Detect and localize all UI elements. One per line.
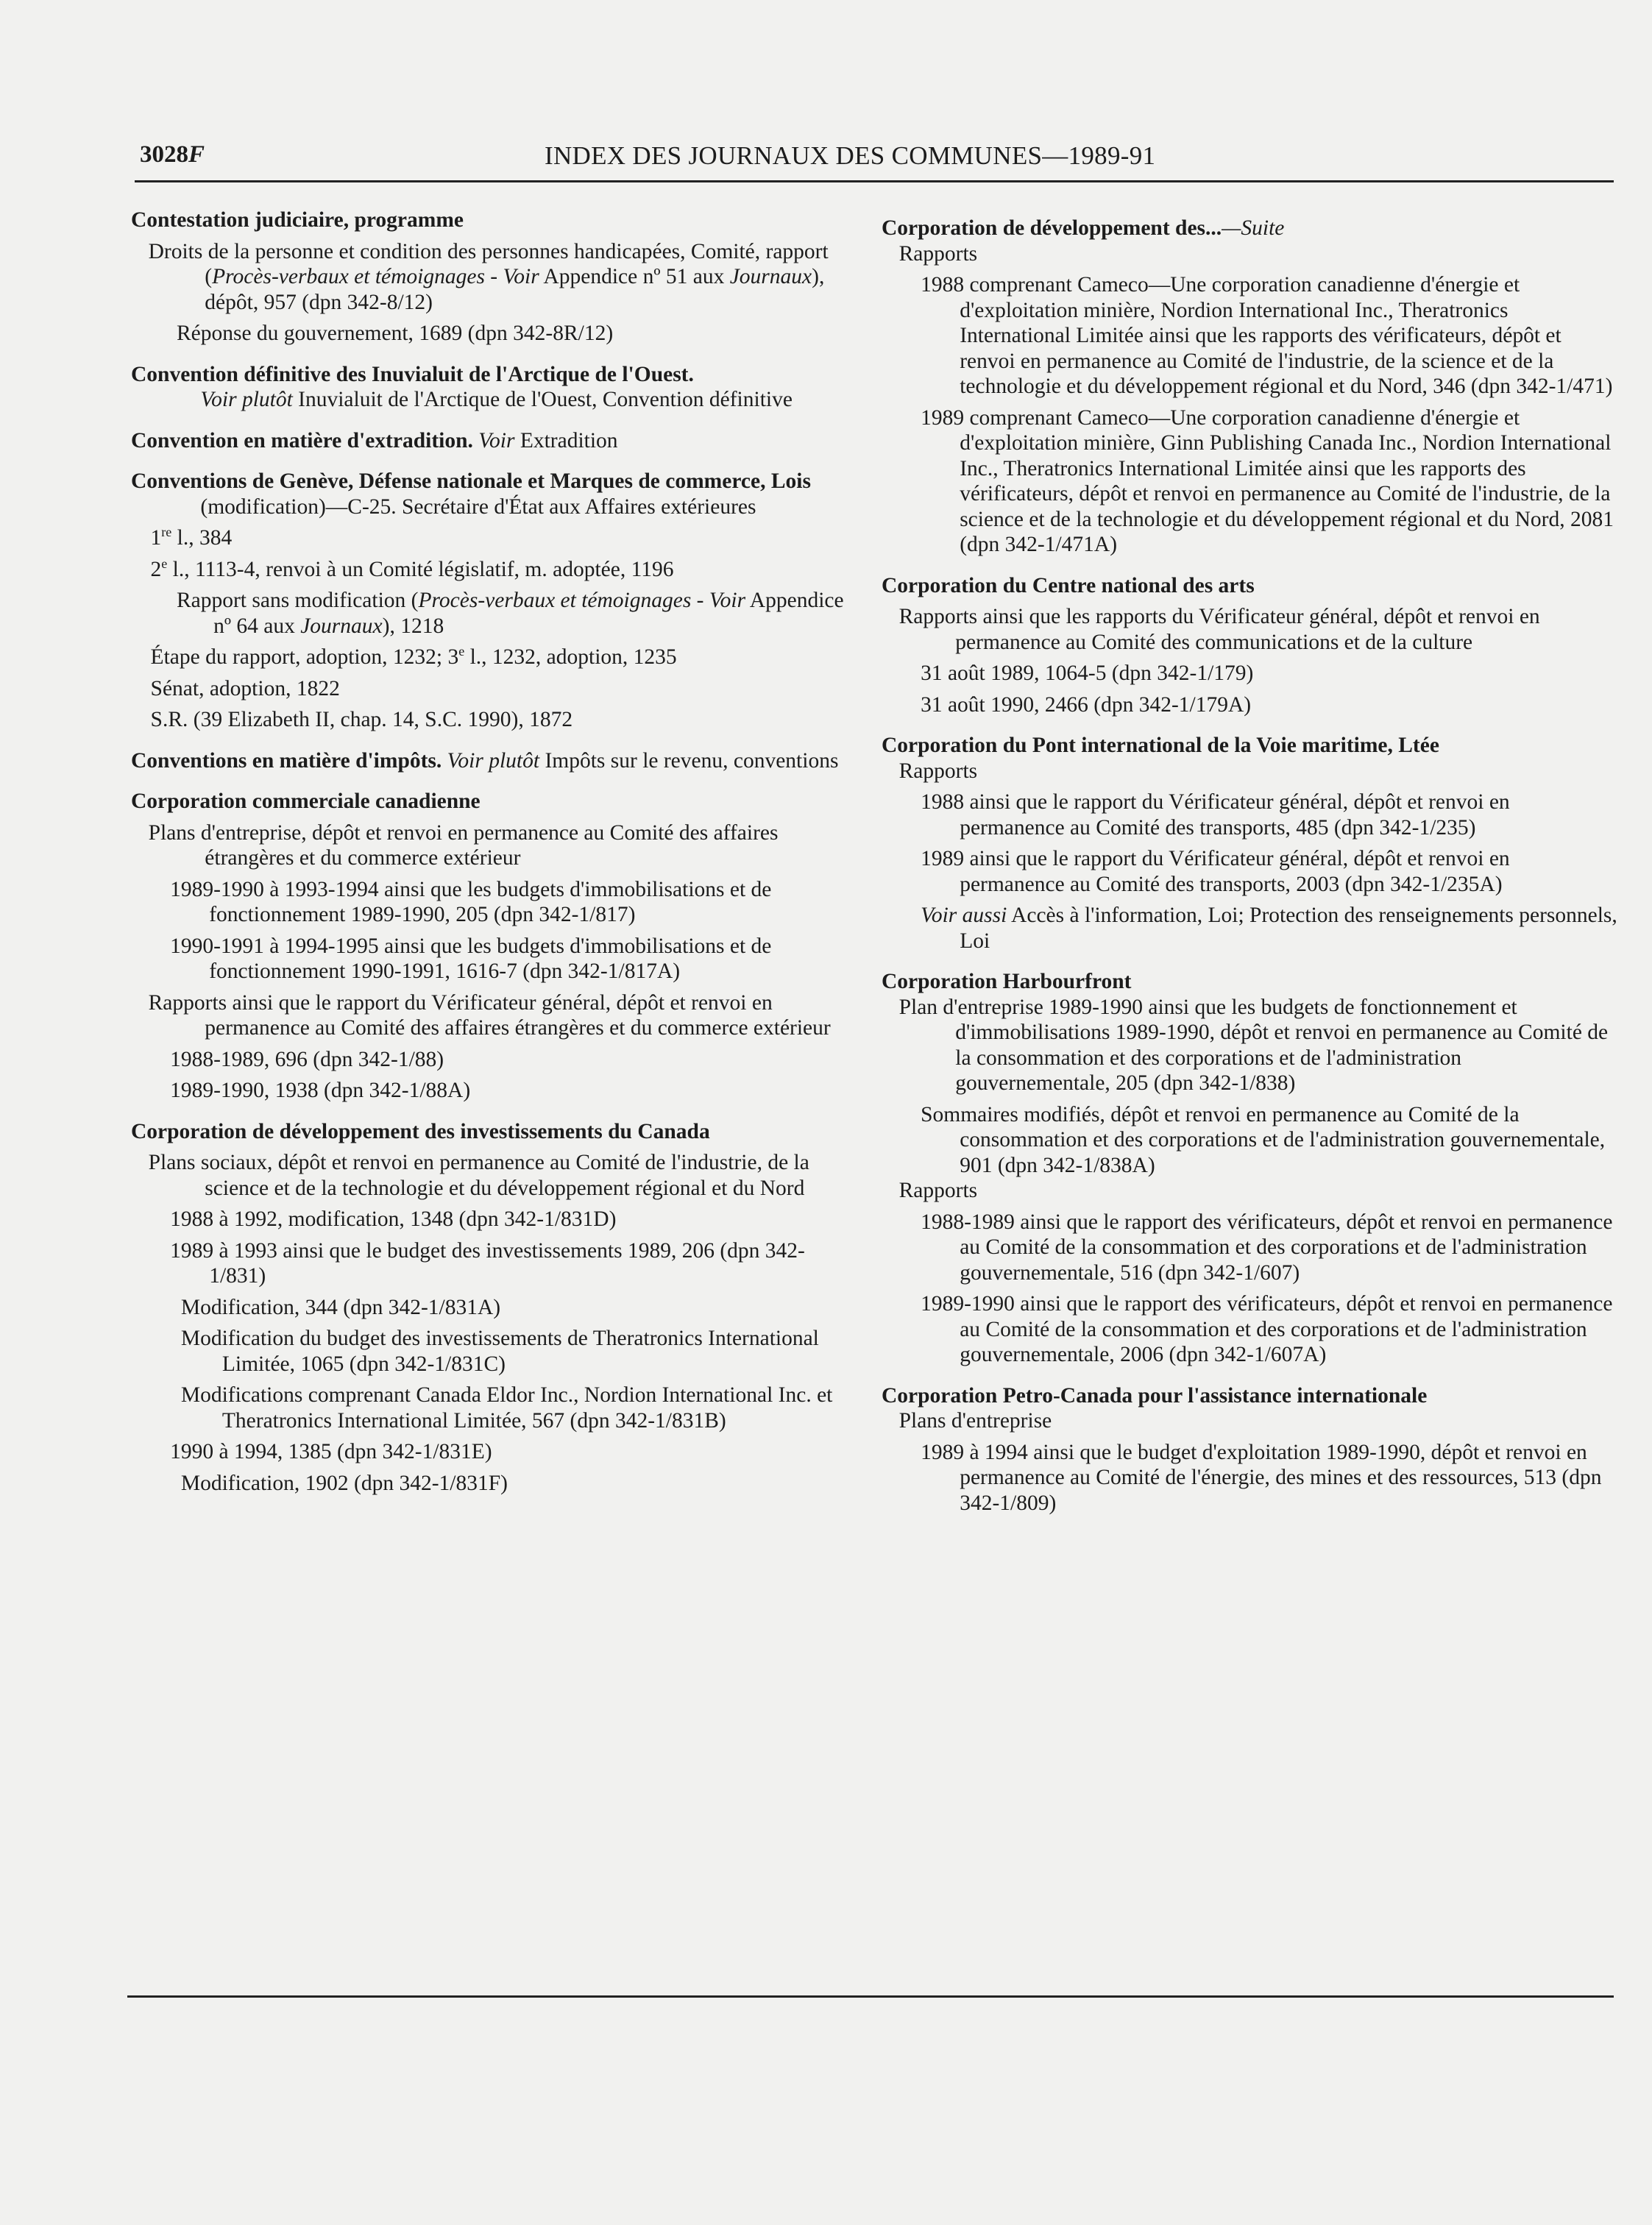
subentry: Rapports	[898, 241, 978, 266]
index-entry	[882, 733, 1617, 954]
subentry: 1990-1991 à 1994-1995 ainsi que les budgets d'immobilisations et de fonctionnement 1990-1991, 1616-7 (dpn 342-1/817A)	[170, 934, 772, 983]
left-column	[131, 207, 859, 1511]
subentry: 1988-1989, 696 (dpn 342-1/88)	[170, 1047, 444, 1071]
index-entry	[882, 969, 1617, 1368]
index-entry	[131, 1119, 859, 1497]
subentry: Plans d'entreprise, dépôt et renvoi en permanence au Comité des affaires étrangères et du commerce extérieur	[148, 820, 779, 870]
subentry: Rapports ainsi que les rapports du Vérificateur général, dépôt et renvoi en permanence au Comité des communications et de la culture	[898, 605, 1540, 654]
entry-heading: Contestation judiciaire, programme	[131, 208, 464, 232]
subentry: Plan d'entreprise 1989-1990 ainsi que les budgets de fonctionnement et d'immobilisations 1989-1990, dépôt et renvoi en permanence au Comité de la consommation et des corporations et de l'administration gouvernementale, 205 (dpn 342-1/838)	[898, 995, 1609, 1095]
subentry: 1989-1990 à 1993-1994 ainsi que les budgets d'immobilisations et de fonctionnement 1989-1990, 205 (dpn 342-1/817)	[170, 877, 772, 926]
entry-heading: Convention en matière d'extradition. Voir Extradition	[131, 428, 618, 453]
subentry: 1989 comprenant Cameco—Une corporation canadienne d'énergie et d'exploitation minière, Ginn Publishing Canada Inc., Nordion International Inc., Theratronics International Limitée ainsi que les rapports des vérificateurs, dépôt et renvoi en permanence au Comité de l'industrie, de la science et de la technologie et du développement régional et du Nord, 2081 (dpn 342-1/471A)	[921, 405, 1614, 556]
entry-heading: Convention définitive des Inuvialuit de l'Arctique de l'Ouest. Voir plutôt Inuvialuit de l'Arctique de l'Ouest, Convention définitive	[131, 362, 793, 411]
subentry: Réponse du gouvernement, 1689 (dpn 342-8R/12)	[176, 322, 614, 345]
page-number: 3028F	[140, 141, 205, 168]
subentry: Sommaires modifiés, dépôt et renvoi en permanence au Comité de la consommation et des corporations et de l'administration gouvernementale, 901 (dpn 342-1/838A)	[921, 1102, 1606, 1177]
index-entry	[131, 469, 859, 733]
subentry: 1re l., 384	[150, 525, 233, 550]
entry-heading: Corporation du Pont international de la Voie maritime, Ltée	[882, 734, 1439, 757]
subentry: 1989-1990 ainsi que le rapport des vérificateurs, dépôt et renvoi en permanence au Comité de la consommation et des corporations et de l'administration gouvernementale, 2006 (dpn 342-1/607A)	[921, 1292, 1613, 1366]
entry-heading: Conventions en matière d'impôts. Voir plutôt Impôts sur le revenu, conventions	[131, 748, 839, 773]
entry-heading: Corporation de développement des...—Suite	[882, 216, 1285, 240]
subentry: Modifications comprenant Canada Eldor Inc., Nordion International Inc. et Theratronics International Limitée, 567 (dpn 342-1/831B)	[180, 1383, 833, 1433]
index-entry	[131, 748, 859, 774]
subentry: Rapport sans modification (Procès-verbaux et témoignages - Voir Appendice nº 64 aux Journaux), 1218	[176, 589, 844, 638]
subentry: Droits de la personne et condition des personnes handicapées, Comité, rapport (Procès-verbaux et témoignages - Voir Appendice nº 51 aux Journaux), dépôt, 957 (dpn 342-8/12)	[148, 239, 829, 314]
index-entry	[131, 789, 859, 1104]
header-rule	[135, 180, 1614, 182]
index-entry	[131, 207, 859, 347]
subentry: Modification, 344 (dpn 342-1/831A)	[180, 1295, 501, 1319]
subentry: Rapports ainsi que le rapport du Vérificateur général, dépôt et renvoi en permanence au Comité des affaires étrangères et du commerce extérieur	[148, 990, 831, 1040]
subentry: Rapports	[898, 1179, 978, 1202]
subentry: 1989 à 1994 ainsi que le budget d'exploitation 1989-1990, dépôt et renvoi en permanence au Comité de l'énergie, des mines et des ressources, 513 (dpn 342-1/809)	[921, 1440, 1602, 1515]
entry-heading: Corporation Harbourfront	[882, 970, 1132, 993]
subentry: 1989-1990, 1938 (dpn 342-1/88A)	[170, 1079, 471, 1102]
subentry: 31 août 1990, 2466 (dpn 342-1/179A)	[921, 692, 1252, 717]
entry-heading: Corporation du Centre national des arts	[882, 573, 1255, 597]
subentry: Étape du rapport, adoption, 1232; 3e l., 1232, adoption, 1235	[150, 644, 677, 669]
right-column	[882, 216, 1617, 1531]
entry-heading: Corporation de développement des investissements du Canada	[131, 1119, 710, 1143]
subentry: 1989 ainsi que le rapport du Vérificateur général, dépôt et renvoi en permanence au Comité des transports, 2003 (dpn 342-1/235A)	[921, 847, 1510, 896]
subentry: Modification du budget des investissements de Theratronics International Limitée, 1065 (dpn 342-1/831C)	[180, 1327, 819, 1376]
index-entry	[882, 573, 1617, 718]
entry-heading: Corporation commerciale canadienne	[131, 789, 481, 813]
subentry: Voir aussi Accès à l'information, Loi; Protection des renseignements personnels, Loi	[921, 904, 1617, 953]
subentry: 1988 comprenant Cameco—Une corporation canadienne d'énergie et d'exploitation minière, Nordion International Inc., Theratronics International Limitée ainsi que les rapports des vérificateurs, dépôt et renvoi en permanence au Comité de l'industrie, de la science et de la technologie et du développement régional et du Nord, 346 (dpn 342-1/471)	[921, 273, 1613, 398]
subentry: Modification, 1902 (dpn 342-1/831F)	[180, 1471, 508, 1495]
subentry: 1989 à 1993 ainsi que le budget des investissements 1989, 206 (dpn 342-1/831)	[170, 1238, 805, 1288]
subentry: 31 août 1989, 1064-5 (dpn 342-1/179)	[921, 661, 1254, 685]
entry-heading: Corporation Petro-Canada pour l'assistance internationale	[882, 1383, 1428, 1408]
footer-rule	[127, 1995, 1614, 1998]
subentry: S.R. (39 Elizabeth II, chap. 14, S.C. 1990), 1872	[150, 708, 573, 731]
index-entry	[131, 428, 859, 454]
index-entry	[131, 362, 859, 413]
subentry: Rapports	[898, 759, 978, 783]
subentry: Plans d'entreprise	[898, 1409, 1052, 1433]
subentry: 1988-1989 ainsi que le rapport des vérificateurs, dépôt et renvoi en permanence au Comité de la consommation et des corporations et de l'administration gouvernementale, 516 (dpn 342-1/607)	[921, 1210, 1613, 1285]
subentry: 1988 ainsi que le rapport du Vérificateur général, dépôt et renvoi en permanence au Comité des transports, 485 (dpn 342-1/235)	[921, 790, 1510, 840]
subentry: 2e l., 1113-4, renvoi à un Comité législatif, m. adoptée, 1196	[150, 556, 674, 581]
subentry: Plans sociaux, dépôt et renvoi en permanence au Comité de l'industrie, de la science et de la technologie et du développement régional et du Nord	[148, 1151, 809, 1200]
index-entry	[882, 1383, 1617, 1516]
entry-heading: Conventions de Genève, Défense nationale et Marques de commerce, Lois (modification)—C-25. Secrétaire d'État aux Affaires extérieures	[131, 469, 811, 519]
index-entry	[882, 216, 1617, 558]
running-title: INDEX DES JOURNAUX DES COMMUNES—1989-91	[545, 141, 1156, 170]
page-header	[140, 141, 1612, 178]
subentry: 1988 à 1992, modification, 1348 (dpn 342-1/831D)	[170, 1207, 617, 1231]
subentry: 1990 à 1994, 1385 (dpn 342-1/831E)	[170, 1440, 492, 1463]
subentry: Sénat, adoption, 1822	[150, 676, 340, 700]
